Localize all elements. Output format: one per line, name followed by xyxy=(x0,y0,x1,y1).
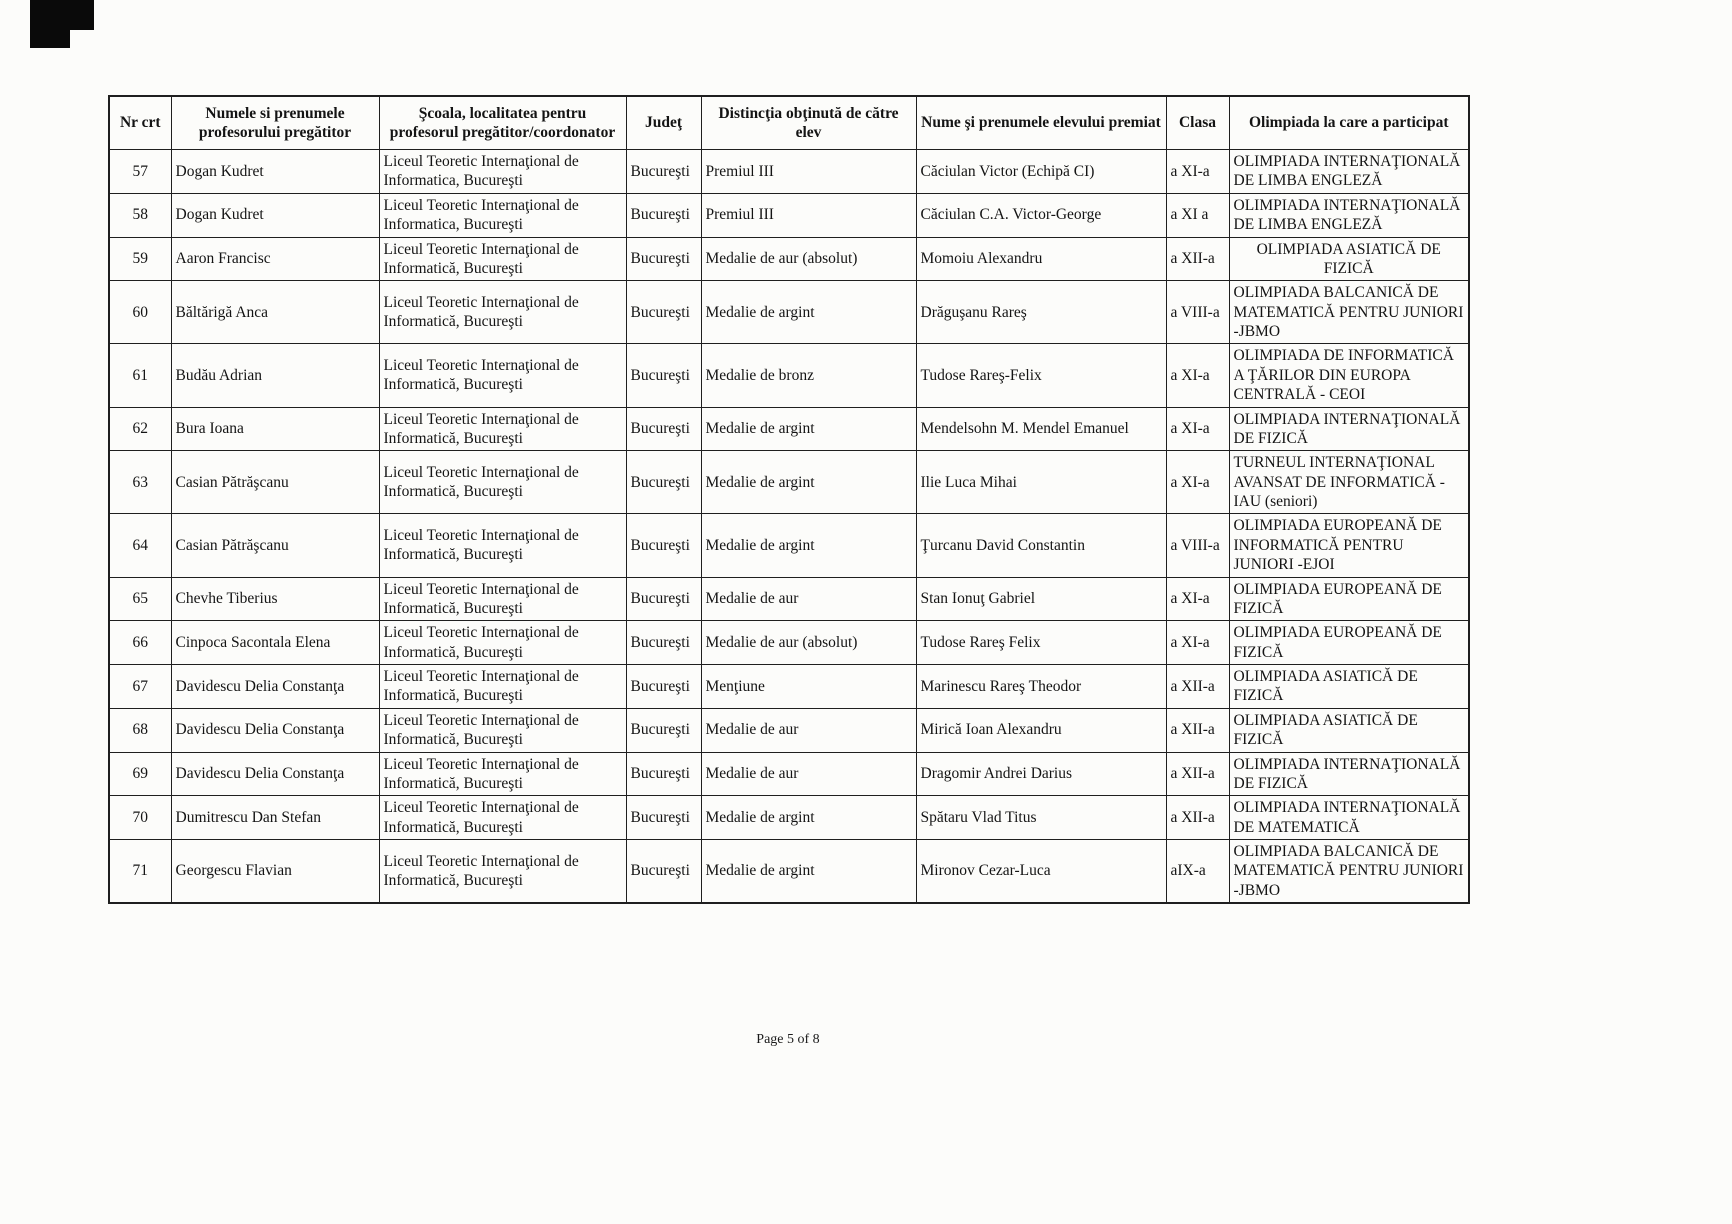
cell-professor: Davidescu Delia Constanţa xyxy=(171,708,379,752)
cell-professor: Davidescu Delia Constanţa xyxy=(171,665,379,709)
cell-olympiad: OLIMPIADA INTERNAŢIONALĂ DE MATEMATICĂ xyxy=(1229,796,1469,840)
cell-county: Bucureşti xyxy=(626,621,701,665)
column-header-student: Nume şi prenumele elevului premiat xyxy=(916,96,1166,150)
cell-clasa: a VIII-a xyxy=(1166,514,1229,577)
column-header-olympiad: Olimpiada la care a participat xyxy=(1229,96,1469,150)
cell-school: Liceul Teoretic Internaţional de Informatică, Bucureşti xyxy=(379,665,626,709)
cell-distinction: Medalie de bronz xyxy=(701,344,916,407)
results-table xyxy=(108,95,1470,904)
cell-clasa: a XI-a xyxy=(1166,407,1229,451)
table-row xyxy=(109,621,1469,665)
table-row xyxy=(109,577,1469,621)
table-row xyxy=(109,281,1469,344)
cell-student: Mironov Cezar-Luca xyxy=(916,840,1166,904)
cell-olympiad: OLIMPIADA EUROPEANĂ DE FIZICĂ xyxy=(1229,577,1469,621)
cell-school: Liceul Teoretic Internaţional de Informatică, Bucureşti xyxy=(379,344,626,407)
header-row xyxy=(109,96,1469,150)
cell-county: Bucureşti xyxy=(626,150,701,194)
cell-school: Liceul Teoretic Internaţional de Informatică, Bucureşti xyxy=(379,237,626,281)
cell-clasa: a XI-a xyxy=(1166,451,1229,514)
table-row xyxy=(109,344,1469,407)
cell-nr: 63 xyxy=(109,451,171,514)
cell-distinction: Medalie de aur xyxy=(701,577,916,621)
cell-student: Căciulan C.A. Victor-George xyxy=(916,193,1166,237)
cell-county: Bucureşti xyxy=(626,708,701,752)
cell-nr: 66 xyxy=(109,621,171,665)
cell-clasa: aIX-a xyxy=(1166,840,1229,904)
cell-nr: 67 xyxy=(109,665,171,709)
page-footer: Page 5 of 8 xyxy=(756,1032,820,1047)
cell-student: Drăguşanu Rareş xyxy=(916,281,1166,344)
cell-professor: Georgescu Flavian xyxy=(171,840,379,904)
cell-olympiad: OLIMPIADA ASIATICĂ DE FIZICĂ xyxy=(1229,708,1469,752)
cell-county: Bucureşti xyxy=(626,237,701,281)
cell-olympiad: OLIMPIADA INTERNAŢIONALĂ DE LIMBA ENGLEZĂ xyxy=(1229,150,1469,194)
cell-county: Bucureşti xyxy=(626,796,701,840)
cell-clasa: a XI-a xyxy=(1166,577,1229,621)
cell-school: Liceul Teoretic Internaţional de Informatică, Bucureşti xyxy=(379,752,626,796)
cell-clasa: a XI-a xyxy=(1166,150,1229,194)
column-header-nr: Nr crt xyxy=(109,96,171,150)
column-header-county: Judeţ xyxy=(626,96,701,150)
cell-school: Liceul Teoretic Internaţional de Informatică, Bucureşti xyxy=(379,281,626,344)
table-row xyxy=(109,150,1469,194)
cell-student: Tudose Rareş Felix xyxy=(916,621,1166,665)
cell-student: Ilie Luca Mihai xyxy=(916,451,1166,514)
cell-olympiad: OLIMPIADA EUROPEANĂ DE FIZICĂ xyxy=(1229,621,1469,665)
cell-school: Liceul Teoretic Internaţional de Informatică, Bucureşti xyxy=(379,621,626,665)
cell-school: Liceul Teoretic Internaţional de Informatică, Bucureşti xyxy=(379,796,626,840)
column-header-clasa: Clasa xyxy=(1166,96,1229,150)
cell-professor: Băltărigă Anca xyxy=(171,281,379,344)
cell-county: Bucureşti xyxy=(626,407,701,451)
cell-school: Liceul Teoretic Internaţional de Informatică, Bucureşti xyxy=(379,514,626,577)
table-row xyxy=(109,514,1469,577)
table-row xyxy=(109,237,1469,281)
cell-county: Bucureşti xyxy=(626,752,701,796)
table-row xyxy=(109,451,1469,514)
cell-county: Bucureşti xyxy=(626,840,701,904)
cell-olympiad: OLIMPIADA BALCANICĂ DE MATEMATICĂ PENTRU JUNIORI -JBMO xyxy=(1229,281,1469,344)
cell-clasa: a XII-a xyxy=(1166,708,1229,752)
cell-clasa: a VIII-a xyxy=(1166,281,1229,344)
cell-distinction: Medalie de argint xyxy=(701,451,916,514)
cell-clasa: a XI-a xyxy=(1166,344,1229,407)
cell-nr: 70 xyxy=(109,796,171,840)
table-row xyxy=(109,708,1469,752)
cell-distinction: Medalie de aur (absolut) xyxy=(701,621,916,665)
cell-school: Liceul Teoretic Internaţional de Informatică, Bucureşti xyxy=(379,407,626,451)
cell-distinction: Premiul III xyxy=(701,193,916,237)
cell-county: Bucureşti xyxy=(626,193,701,237)
cell-clasa: a XI a xyxy=(1166,193,1229,237)
column-header-professor: Numele si prenumele profesorului pregătitor xyxy=(171,96,379,150)
cell-olympiad: OLIMPIADA DE INFORMATICĂ A ŢĂRILOR DIN EUROPA CENTRALĂ - CEOI xyxy=(1229,344,1469,407)
cell-county: Bucureşti xyxy=(626,577,701,621)
cell-distinction: Medalie de argint xyxy=(701,840,916,904)
cell-school: Liceul Teoretic Internaţional de Informatică, Bucureşti xyxy=(379,840,626,904)
cell-school: Liceul Teoretic Internaţional de Informatică, Bucureşti xyxy=(379,577,626,621)
cell-county: Bucureşti xyxy=(626,451,701,514)
cell-clasa: a XII-a xyxy=(1166,796,1229,840)
table-row xyxy=(109,193,1469,237)
cell-school: Liceul Teoretic Internaţional de Informatica, Bucureşti xyxy=(379,150,626,194)
cell-clasa: a XII-a xyxy=(1166,665,1229,709)
cell-nr: 61 xyxy=(109,344,171,407)
cell-professor: Chevhe Tiberius xyxy=(171,577,379,621)
cell-distinction: Medalie de aur (absolut) xyxy=(701,237,916,281)
cell-nr: 64 xyxy=(109,514,171,577)
cell-distinction: Medalie de argint xyxy=(701,796,916,840)
cell-nr: 59 xyxy=(109,237,171,281)
cell-student: Marinescu Rareş Theodor xyxy=(916,665,1166,709)
cell-clasa: a XII-a xyxy=(1166,237,1229,281)
cell-professor: Bura Ioana xyxy=(171,407,379,451)
cell-county: Bucureşti xyxy=(626,344,701,407)
cell-professor: Cinpoca Sacontala Elena xyxy=(171,621,379,665)
cell-distinction: Medalie de argint xyxy=(701,281,916,344)
cell-olympiad: OLIMPIADA INTERNAŢIONALĂ DE FIZICĂ xyxy=(1229,752,1469,796)
cell-student: Momoiu Alexandru xyxy=(916,237,1166,281)
table-row xyxy=(109,752,1469,796)
cell-distinction: Menţiune xyxy=(701,665,916,709)
cell-distinction: Premiul III xyxy=(701,150,916,194)
cell-student: Dragomir Andrei Darius xyxy=(916,752,1166,796)
cell-clasa: a XII-a xyxy=(1166,752,1229,796)
cell-nr: 65 xyxy=(109,577,171,621)
cell-distinction: Medalie de aur xyxy=(701,708,916,752)
table-row xyxy=(109,840,1469,904)
cell-olympiad: OLIMPIADA EUROPEANĂ DE INFORMATICĂ PENTRU JUNIORI -EJOI xyxy=(1229,514,1469,577)
cell-student: Tudose Rareş-Felix xyxy=(916,344,1166,407)
cell-nr: 68 xyxy=(109,708,171,752)
column-header-school: Şcoala, localitatea pentru profesorul pregătitor/coordonator xyxy=(379,96,626,150)
cell-professor: Dogan Kudret xyxy=(171,150,379,194)
table-row xyxy=(109,407,1469,451)
cell-nr: 58 xyxy=(109,193,171,237)
cell-student: Mirică Ioan Alexandru xyxy=(916,708,1166,752)
cell-school: Liceul Teoretic Internaţional de Informatică, Bucureşti xyxy=(379,708,626,752)
cell-county: Bucureşti xyxy=(626,665,701,709)
cell-nr: 60 xyxy=(109,281,171,344)
column-header-distinction: Distincţia obţinută de către elev xyxy=(701,96,916,150)
cell-clasa: a XI-a xyxy=(1166,621,1229,665)
cell-professor: Budău Adrian xyxy=(171,344,379,407)
cell-olympiad: OLIMPIADA ASIATICĂ DE FIZICĂ xyxy=(1229,665,1469,709)
cell-professor: Davidescu Delia Constanţa xyxy=(171,752,379,796)
cell-nr: 69 xyxy=(109,752,171,796)
cell-student: Spătaru Vlad Titus xyxy=(916,796,1166,840)
cell-student: Căciulan Victor (Echipă CI) xyxy=(916,150,1166,194)
cell-county: Bucureşti xyxy=(626,281,701,344)
cell-professor: Dogan Kudret xyxy=(171,193,379,237)
cell-olympiad: OLIMPIADA INTERNAŢIONALĂ DE LIMBA ENGLEZĂ xyxy=(1229,193,1469,237)
cell-nr: 57 xyxy=(109,150,171,194)
scan-artifact xyxy=(30,0,94,30)
table-row xyxy=(109,796,1469,840)
table-row xyxy=(109,665,1469,709)
cell-distinction: Medalie de aur xyxy=(701,752,916,796)
cell-professor: Casian Pătrăşcanu xyxy=(171,451,379,514)
cell-professor: Aaron Francisc xyxy=(171,237,379,281)
cell-student: Ţurcanu David Constantin xyxy=(916,514,1166,577)
cell-olympiad: TURNEUL INTERNAŢIONAL AVANSAT DE INFORMATICĂ - IAU (seniori) xyxy=(1229,451,1469,514)
cell-nr: 62 xyxy=(109,407,171,451)
cell-student: Mendelsohn M. Mendel Emanuel xyxy=(916,407,1166,451)
cell-olympiad: OLIMPIADA ASIATICĂ DE FIZICĂ xyxy=(1229,237,1469,281)
cell-student: Stan Ionuţ Gabriel xyxy=(916,577,1166,621)
cell-distinction: Medalie de argint xyxy=(701,407,916,451)
cell-olympiad: OLIMPIADA INTERNAŢIONALĂ DE FIZICĂ xyxy=(1229,407,1469,451)
cell-school: Liceul Teoretic Internaţional de Informatică, Bucureşti xyxy=(379,451,626,514)
cell-school: Liceul Teoretic Internaţional de Informatica, Bucureşti xyxy=(379,193,626,237)
cell-professor: Dumitrescu Dan Stefan xyxy=(171,796,379,840)
cell-professor: Casian Pătrăşcanu xyxy=(171,514,379,577)
cell-county: Bucureşti xyxy=(626,514,701,577)
cell-olympiad: OLIMPIADA BALCANICĂ DE MATEMATICĂ PENTRU JUNIORI -JBMO xyxy=(1229,840,1469,904)
cell-nr: 71 xyxy=(109,840,171,904)
cell-distinction: Medalie de argint xyxy=(701,514,916,577)
